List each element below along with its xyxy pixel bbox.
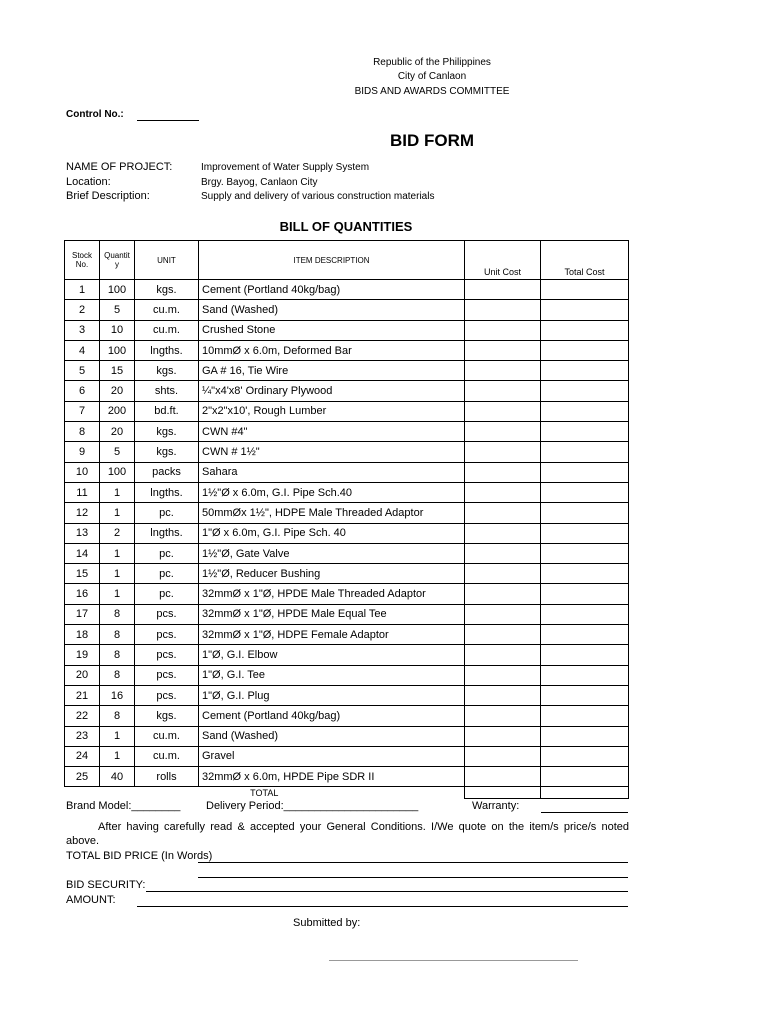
- table-row: [65, 767, 629, 787]
- warranty-field[interactable]: [541, 812, 628, 813]
- table-row: [65, 381, 629, 401]
- bill-of-quantities-table: [64, 240, 629, 799]
- item-description-cell: 32mmØ x 1"Ø, HPDE Male Equal Tee: [199, 604, 465, 624]
- item-description-cell: Sahara: [199, 462, 465, 482]
- unit-cell: pc.: [135, 543, 199, 563]
- table-row: [65, 462, 629, 482]
- total-cost-cell[interactable]: [541, 340, 629, 360]
- quantity-cell: 20: [100, 381, 135, 401]
- unit-cell: pcs.: [135, 645, 199, 665]
- unit-cost-cell[interactable]: [465, 767, 541, 787]
- item-description-cell: Crushed Stone: [199, 320, 465, 340]
- unit-cost-cell[interactable]: [465, 320, 541, 340]
- unit-cost-cell[interactable]: [465, 685, 541, 705]
- signature-line[interactable]: [329, 960, 578, 961]
- quantity-cell: 8: [100, 706, 135, 726]
- item-description-cell: 1"Ø x 6.0m, G.I. Pipe Sch. 40: [199, 523, 465, 543]
- quantity-cell: 40: [100, 767, 135, 787]
- unit-cell: packs: [135, 462, 199, 482]
- col-unit: UNIT: [135, 241, 199, 280]
- item-description-cell: 32mmØ x 6.0m, HPDE Pipe SDR II: [199, 767, 465, 787]
- unit-cost-cell[interactable]: [465, 645, 541, 665]
- stock-no-cell: 25: [65, 767, 100, 787]
- item-description-cell: Gravel: [199, 746, 465, 766]
- unit-cell: lngths.: [135, 482, 199, 502]
- item-description-cell: Sand (Washed): [199, 726, 465, 746]
- quantity-cell: 8: [100, 645, 135, 665]
- item-description-cell: 1"Ø, G.I. Plug: [199, 685, 465, 705]
- table-row: [65, 645, 629, 665]
- stock-no-cell: 4: [65, 340, 100, 360]
- project-name-label: NAME OF PROJECT:: [66, 161, 173, 173]
- unit-cell: bd.ft.: [135, 401, 199, 421]
- total-cost-cell[interactable]: [541, 361, 629, 381]
- total-cost-cell[interactable]: [541, 625, 629, 645]
- control-no-field[interactable]: [137, 120, 199, 121]
- total-cost-cell[interactable]: [541, 746, 629, 766]
- unit-cell: pc.: [135, 584, 199, 604]
- total-cost-cell[interactable]: [541, 381, 629, 401]
- unit-cell: pc.: [135, 503, 199, 523]
- bid-security-field[interactable]: [146, 891, 628, 892]
- stock-no-cell: 9: [65, 442, 100, 462]
- stock-no-cell: 12: [65, 503, 100, 523]
- item-description-cell: GA # 16, Tie Wire: [199, 361, 465, 381]
- total-row: [65, 787, 629, 799]
- quantity-cell: 5: [100, 442, 135, 462]
- table-row: [65, 706, 629, 726]
- unit-cell: cu.m.: [135, 320, 199, 340]
- stock-no-cell: 10: [65, 462, 100, 482]
- col-item-description: ITEM DESCRIPTION: [199, 241, 465, 280]
- table-row: [65, 584, 629, 604]
- item-description-cell: 1½"Ø x 6.0m, G.I. Pipe Sch.40: [199, 482, 465, 502]
- unit-cost-cell[interactable]: [465, 462, 541, 482]
- total-cost-cell[interactable]: [541, 422, 629, 442]
- location-value: Brgy. Bayog, Canlaon City: [201, 177, 318, 188]
- table-row: [65, 523, 629, 543]
- unit-cost-cell[interactable]: [465, 482, 541, 502]
- quantity-cell: 15: [100, 361, 135, 381]
- total-cost-cell[interactable]: [541, 482, 629, 502]
- stock-no-cell: 11: [65, 482, 100, 502]
- table-row: [65, 604, 629, 624]
- table-row: [65, 401, 629, 421]
- total-cost-cell[interactable]: [541, 665, 629, 685]
- total-bid-price-field[interactable]: [198, 862, 628, 863]
- quantity-cell: 8: [100, 665, 135, 685]
- stock-no-cell: 6: [65, 381, 100, 401]
- total-cost-cell[interactable]: [541, 401, 629, 421]
- total-cost-cell[interactable]: [541, 543, 629, 563]
- control-no-label: Control No.:: [66, 109, 124, 120]
- boq-title: BILL OF QUANTITIES: [279, 219, 413, 234]
- brand-model-field[interactable]: Brand Model:________: [66, 800, 181, 812]
- total-cost-cell[interactable]: [541, 280, 629, 300]
- quantity-cell: 5: [100, 300, 135, 320]
- unit-cost-cell[interactable]: [465, 361, 541, 381]
- total-cost-cell[interactable]: [541, 685, 629, 705]
- unit-cell: kgs.: [135, 442, 199, 462]
- stock-no-cell: 15: [65, 564, 100, 584]
- warranty-label: Warranty:: [472, 800, 520, 812]
- total-cost-cell[interactable]: [541, 787, 629, 799]
- quantity-cell: 100: [100, 280, 135, 300]
- unit-cost-cell[interactable]: [465, 300, 541, 320]
- table-row: [65, 726, 629, 746]
- unit-cost-cell[interactable]: [465, 726, 541, 746]
- unit-cost-cell[interactable]: [465, 625, 541, 645]
- stock-no-cell: 23: [65, 726, 100, 746]
- item-description-cell: 32mmØ x 1"Ø, HPDE Male Threaded Adaptor: [199, 584, 465, 604]
- total-bid-price-label: TOTAL BID PRICE (In Words): [66, 850, 213, 862]
- table-row: [65, 442, 629, 462]
- unit-cell: pc.: [135, 564, 199, 584]
- unit-cell: cu.m.: [135, 746, 199, 766]
- unit-cell: kgs.: [135, 706, 199, 726]
- unit-cost-cell[interactable]: [465, 706, 541, 726]
- quantity-cell: 16: [100, 685, 135, 705]
- unit-cell: lngths.: [135, 523, 199, 543]
- quantity-cell: 1: [100, 482, 135, 502]
- quantity-cell: 1: [100, 503, 135, 523]
- item-description-cell: Sand (Washed): [199, 300, 465, 320]
- total-cost-cell[interactable]: [541, 523, 629, 543]
- unit-cell: pcs.: [135, 685, 199, 705]
- table-row: [65, 625, 629, 645]
- stock-no-cell: 16: [65, 584, 100, 604]
- unit-cell: pcs.: [135, 604, 199, 624]
- stock-no-cell: 22: [65, 706, 100, 726]
- unit-cell: kgs.: [135, 422, 199, 442]
- table-row: [65, 746, 629, 766]
- quantity-cell: 8: [100, 625, 135, 645]
- quantity-cell: 200: [100, 401, 135, 421]
- unit-cost-cell[interactable]: [465, 543, 541, 563]
- table-row: [65, 685, 629, 705]
- acceptance-statement: After having carefully read & accepted your General Conditions. I/We quote on the item/s price/s noted above.: [66, 821, 629, 847]
- item-description-cell: 1"Ø, G.I. Elbow: [199, 645, 465, 665]
- unit-cell: pcs.: [135, 665, 199, 685]
- delivery-period-field[interactable]: Delivery Period:______________________: [206, 800, 419, 812]
- item-description-cell: 32mmØ x 1"Ø, HDPE Female Adaptor: [199, 625, 465, 645]
- unit-cost-cell[interactable]: [465, 746, 541, 766]
- total-label: TOTAL: [65, 787, 465, 799]
- stock-no-cell: 24: [65, 746, 100, 766]
- table-row: [65, 340, 629, 360]
- col-quantity: Quantity: [100, 241, 135, 280]
- header-city: City of Canlaon: [397, 71, 467, 82]
- location-label: Location:: [66, 176, 111, 188]
- unit-cost-cell[interactable]: [465, 381, 541, 401]
- col-unit-cost: Unit Cost: [465, 241, 541, 280]
- quantity-cell: 10: [100, 320, 135, 340]
- total-cost-cell[interactable]: [541, 462, 629, 482]
- table-row: [65, 280, 629, 300]
- table-row: [65, 564, 629, 584]
- unit-cost-cell[interactable]: [465, 280, 541, 300]
- total-cost-cell[interactable]: [541, 584, 629, 604]
- stock-no-cell: 13: [65, 523, 100, 543]
- total-cost-cell[interactable]: [541, 645, 629, 665]
- table-row: [65, 503, 629, 523]
- unit-cost-cell[interactable]: [465, 401, 541, 421]
- item-description-cell: 10mmØ x 6.0m, Deformed Bar: [199, 340, 465, 360]
- table-row: [65, 361, 629, 381]
- item-description-cell: 1"Ø, G.I. Tee: [199, 665, 465, 685]
- stock-no-cell: 1: [65, 280, 100, 300]
- unit-cost-cell[interactable]: [465, 584, 541, 604]
- unit-cell: lngths.: [135, 340, 199, 360]
- table-row: [65, 543, 629, 563]
- quantity-cell: 1: [100, 584, 135, 604]
- quantity-cell: 20: [100, 422, 135, 442]
- quantity-cell: 1: [100, 543, 135, 563]
- unit-cell: cu.m.: [135, 726, 199, 746]
- total-cost-cell[interactable]: [541, 706, 629, 726]
- table-row: [65, 665, 629, 685]
- header-republic: Republic of the Philippines: [373, 57, 491, 68]
- brief-description-value: Supply and delivery of various construction materials: [201, 191, 435, 202]
- total-cost-cell[interactable]: [541, 604, 629, 624]
- quantity-cell: 1: [100, 726, 135, 746]
- total-cost-cell[interactable]: [541, 767, 629, 787]
- unit-cost-cell[interactable]: [465, 523, 541, 543]
- col-total-cost: Total Cost: [541, 241, 629, 280]
- total-unit-cost-cell[interactable]: [465, 787, 541, 799]
- header-committee: BIDS AND AWARDS COMMITTEE: [354, 86, 510, 97]
- stock-no-cell: 3: [65, 320, 100, 340]
- stock-no-cell: 2: [65, 300, 100, 320]
- unit-cost-cell[interactable]: [465, 564, 541, 584]
- unit-cost-cell[interactable]: [465, 604, 541, 624]
- item-description-cell: Cement (Portland 40kg/bag): [199, 280, 465, 300]
- item-description-cell: CWN #4": [199, 422, 465, 442]
- item-description-cell: 1½"Ø, Reducer Bushing: [199, 564, 465, 584]
- table-row: [65, 300, 629, 320]
- total-cost-cell[interactable]: [541, 300, 629, 320]
- unit-cost-cell[interactable]: [465, 503, 541, 523]
- item-description-cell: Cement (Portland 40kg/bag): [199, 706, 465, 726]
- item-description-cell: 50mmØx 1½", HDPE Male Threaded Adaptor: [199, 503, 465, 523]
- quantity-cell: 100: [100, 462, 135, 482]
- total-cost-cell[interactable]: [541, 503, 629, 523]
- stock-no-cell: 7: [65, 401, 100, 421]
- table-header-row: [65, 241, 629, 280]
- quantity-cell: 2: [100, 523, 135, 543]
- total-cost-cell[interactable]: [541, 442, 629, 462]
- amount-label: AMOUNT:: [66, 894, 116, 906]
- stock-no-cell: 20: [65, 665, 100, 685]
- stock-no-cell: 18: [65, 625, 100, 645]
- quantity-cell: 1: [100, 564, 135, 584]
- unit-cost-cell[interactable]: [465, 422, 541, 442]
- unit-cell: shts.: [135, 381, 199, 401]
- quantity-cell: 100: [100, 340, 135, 360]
- item-description-cell: ¼"x4'x8' Ordinary Plywood: [199, 381, 465, 401]
- submitted-by-label: Submitted by:: [293, 917, 361, 929]
- stock-no-cell: 21: [65, 685, 100, 705]
- unit-cost-cell[interactable]: [465, 665, 541, 685]
- total-cost-cell[interactable]: [541, 564, 629, 584]
- unit-cost-cell[interactable]: [465, 340, 541, 360]
- total-bid-price-field-2[interactable]: [198, 877, 628, 878]
- unit-cell: kgs.: [135, 361, 199, 381]
- table-row: [65, 320, 629, 340]
- page-title: BID FORM: [389, 131, 475, 150]
- unit-cell: cu.m.: [135, 300, 199, 320]
- stock-no-cell: 17: [65, 604, 100, 624]
- bid-security-label: BID SECURITY:: [66, 879, 146, 891]
- stock-no-cell: 14: [65, 543, 100, 563]
- project-name-value: Improvement of Water Supply System: [201, 162, 370, 173]
- total-cost-cell[interactable]: [541, 726, 629, 746]
- quantity-cell: 1: [100, 746, 135, 766]
- unit-cell: pcs.: [135, 625, 199, 645]
- stock-no-cell: 19: [65, 645, 100, 665]
- item-description-cell: 2"x2"x10', Rough Lumber: [199, 401, 465, 421]
- unit-cost-cell[interactable]: [465, 442, 541, 462]
- amount-field[interactable]: [137, 906, 628, 907]
- quantity-cell: 8: [100, 604, 135, 624]
- stock-no-cell: 5: [65, 361, 100, 381]
- item-description-cell: CWN # 1½": [199, 442, 465, 462]
- stock-no-cell: 8: [65, 422, 100, 442]
- brief-description-label: Brief Description:: [66, 190, 150, 202]
- total-cost-cell[interactable]: [541, 320, 629, 340]
- unit-cell: rolls: [135, 767, 199, 787]
- unit-cell: kgs.: [135, 280, 199, 300]
- item-description-cell: 1½"Ø, Gate Valve: [199, 543, 465, 563]
- table-row: [65, 482, 629, 502]
- col-stock-no: Stock No.: [65, 241, 100, 280]
- table-row: [65, 422, 629, 442]
